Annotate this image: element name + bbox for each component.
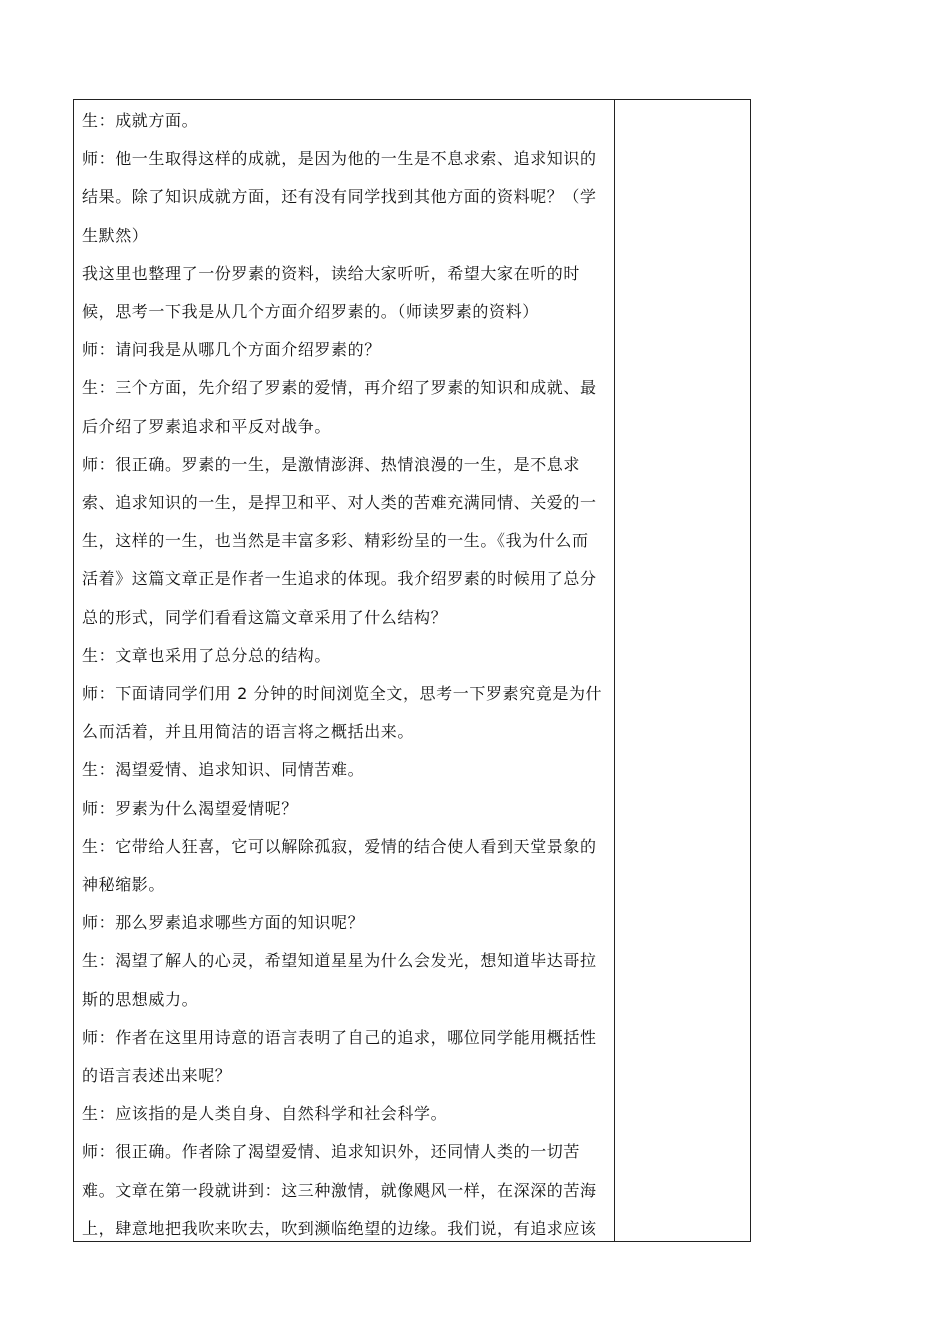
text-line: 结果。除了知识成就方面，还有没有同学找到其他方面的资料呢？（学: [82, 187, 597, 207]
dialogue-paragraph: [82, 369, 606, 445]
lesson-content-cell: [74, 100, 615, 1241]
text-line: 索、追求知识的一生，是捍卫和平、对人类的苦难充满同情、关爱的一: [82, 493, 597, 513]
dialogue-paragraph: [82, 1133, 606, 1241]
text-line: 的语言表述出来呢？: [82, 1066, 232, 1086]
dialogue-paragraph: [82, 140, 606, 255]
dialogue-paragraph: [82, 1019, 606, 1095]
text-line: 师：作者在这里用诗意的语言表明了自己的追求，哪位同学能用概括性: [82, 1027, 597, 1047]
text-line: 后介绍了罗素追求和平反对战争。: [82, 416, 332, 436]
text-line: 师：他一生取得这样的成就，是因为他的一生是不息求索、追求知识的: [82, 149, 597, 169]
dialogue-paragraph: [82, 942, 606, 1018]
text-line: 神秘缩影。: [82, 875, 166, 895]
text-line: 斯的思想威力。: [82, 989, 199, 1009]
lesson-table: [73, 99, 751, 1242]
dialogue-paragraph: [82, 446, 606, 637]
text-line: 生：渴望爱情、追求知识、同情苦难。: [82, 760, 365, 780]
text-line: 生：它带给人狂喜，它可以解除孤寂，爱情的结合使人看到天堂景象的: [82, 836, 597, 856]
text-line: 师：下面请同学们用 2 分钟的时间浏览全文，思考一下罗素究竟是为什: [82, 684, 603, 704]
dialogue-paragraph: [82, 790, 606, 828]
text-line: 生：三个方面，先介绍了罗素的爱情，再介绍了罗素的知识和成就、最: [82, 378, 597, 398]
dialogue-paragraph: [82, 675, 606, 751]
text-line: 师：罗素为什么渴望爱情呢？: [82, 798, 298, 818]
dialogue-paragraph: [82, 1095, 606, 1133]
text-line: 难。文章在第一段就讲到：这三种激情，就像飓风一样，在深深的苦海: [82, 1180, 597, 1200]
dialogue-paragraph: [82, 828, 606, 904]
notes-cell: [615, 100, 750, 1241]
text-line: 师：很正确。作者除了渴望爱情、追求知识外，还同情人类的一切苦: [82, 1142, 581, 1162]
text-line: 生：应该指的是人类自身、自然科学和社会科学。: [82, 1104, 448, 1124]
dialogue-paragraph: [82, 102, 606, 140]
dialogue-paragraph: [82, 331, 606, 369]
text-line: 上，肆意地把我吹来吹去，吹到濒临绝望的边缘。我们说，有追求应该: [82, 1218, 597, 1238]
text-line: 候，思考一下我是从几个方面介绍罗素的。（师读罗素的资料）: [82, 302, 539, 322]
text-line: 师：很正确。罗素的一生，是激情澎湃、热情浪漫的一生，是不息求: [82, 454, 581, 474]
text-line: 生默然）: [82, 225, 149, 245]
text-line: 生：渴望了解人的心灵，希望知道星星为什么会发光，想知道毕达哥拉: [82, 951, 597, 971]
text-line: 生：文章也采用了总分总的结构。: [82, 645, 332, 665]
text-line: 活着》这篇文章正是作者一生追求的体现。我介绍罗素的时候用了总分: [82, 569, 597, 589]
text-line: 么而活着，并且用简洁的语言将之概括出来。: [82, 722, 415, 742]
dialogue-paragraph: [82, 255, 606, 331]
text-line: 生：成就方面。: [82, 111, 199, 130]
text-line: 生，这样的一生，也当然是丰富多彩、精彩纷呈的一生。《我为什么而: [82, 531, 589, 551]
dialogue-paragraph: [82, 904, 606, 942]
text-line: 师：请问我是从哪几个方面介绍罗素的？: [82, 340, 381, 360]
dialogue-paragraph: [82, 637, 606, 675]
dialogue-paragraph: [82, 751, 606, 789]
text-line: 师：那么罗素追求哪些方面的知识呢？: [82, 913, 365, 933]
text-line: 我这里也整理了一份罗素的资料，读给大家听听，希望大家在听的时: [82, 263, 581, 283]
text-line: 总的形式，同学们看看这篇文章采用了什么结构？: [82, 607, 448, 627]
